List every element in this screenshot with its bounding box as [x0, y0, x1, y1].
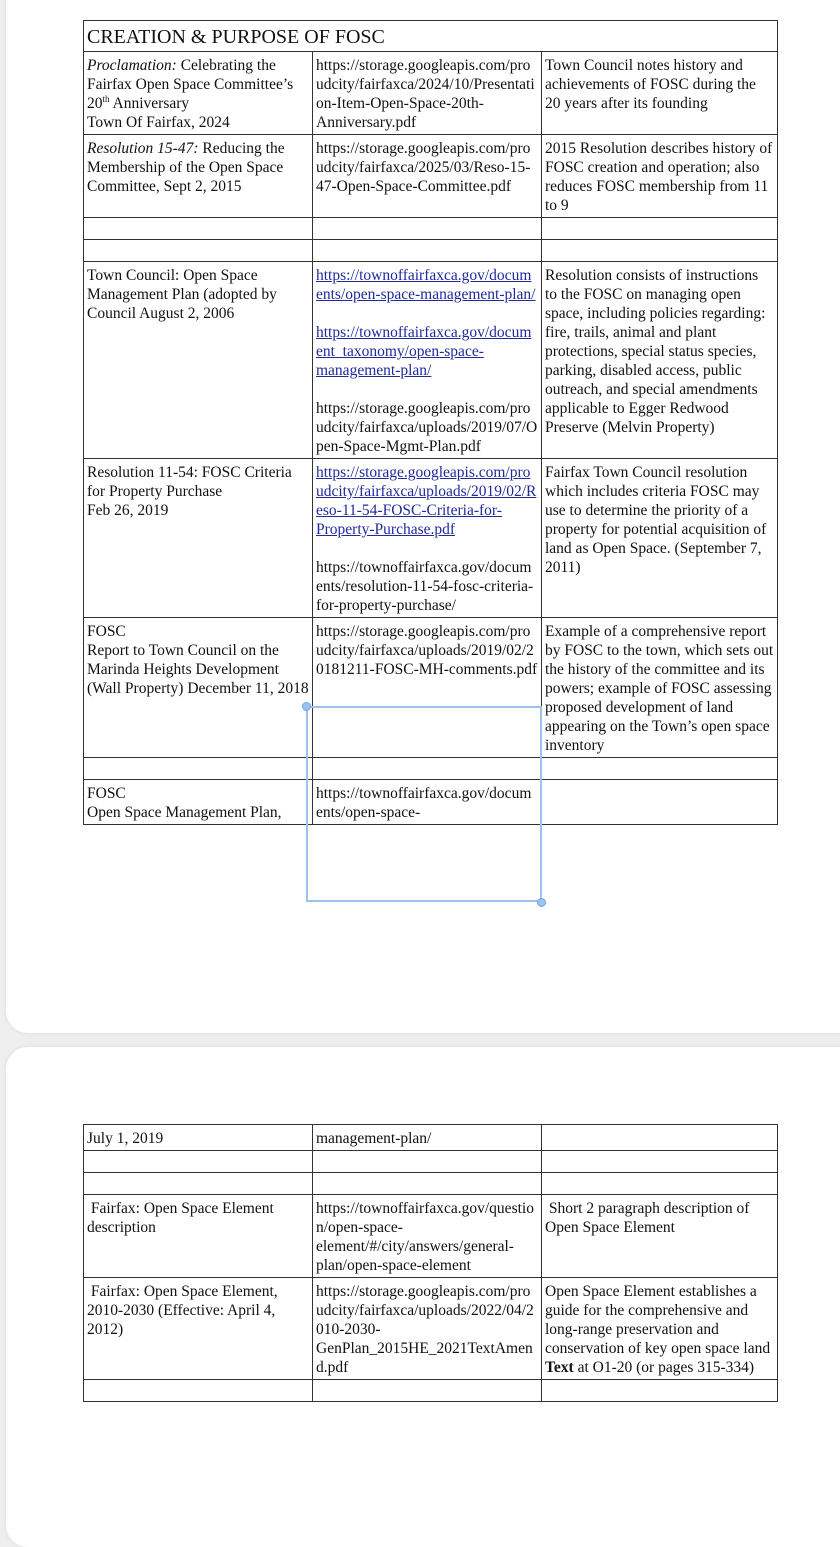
empty-cell[interactable] — [313, 240, 542, 262]
empty-row — [84, 1173, 778, 1195]
empty-cell[interactable] — [542, 1173, 778, 1195]
document-title-cell[interactable]: Fairfax: Open Space Element description — [84, 1195, 313, 1278]
document-description-cell[interactable]: Town Council notes history and achievements of FOSC during the 20 years after its founding — [542, 52, 778, 135]
table-heading-row — [84, 21, 778, 52]
document-description-cell[interactable]: 2015 Resolution describes history of FOSC creation and operation; also reduces FOSC membership from 11 to 9 — [542, 135, 778, 218]
table-row — [84, 780, 778, 825]
document-type: Proclamation: — [87, 57, 177, 74]
empty-cell[interactable] — [542, 218, 778, 240]
table-row — [84, 459, 778, 618]
section-heading: CREATION & PURPOSE OF FOSC — [84, 21, 778, 52]
table-row — [84, 1278, 778, 1380]
document-description-cell[interactable]: Short 2 paragraph description of Open Space Element — [542, 1195, 778, 1278]
empty-cell[interactable] — [542, 1151, 778, 1173]
empty-row — [84, 1151, 778, 1173]
document-url-cell[interactable]: https://townoffairfaxca.gov/question/open-space-element/#/city/answers/general-plan/open-space-element — [313, 1195, 542, 1278]
document-type: Resolution 15-47: — [87, 140, 199, 157]
bold-label: Text — [545, 1359, 574, 1376]
document-title-cell[interactable]: Resolution 11-54: FOSC Criteria for Property Purchase Feb 26, 2019 — [84, 459, 313, 618]
document-url-cell[interactable]: https://storage.googleapis.com/proudcity/fairfaxca/uploads/2019/02/20181211-FOSC-MH-comments.pdf — [313, 618, 542, 758]
table-row — [84, 618, 778, 758]
resources-table — [83, 20, 778, 825]
empty-row — [84, 218, 778, 240]
selection-handle-bottom-right[interactable] — [537, 898, 546, 907]
empty-cell[interactable] — [84, 218, 313, 240]
selection-handle-top-left[interactable] — [302, 702, 311, 711]
document-description-cell[interactable]: Open Space Element establishes a guide for the comprehensive and long-range preservation and conservation of key open space land Text at O1-20 (or pages 315-334) — [542, 1278, 778, 1380]
empty-cell[interactable] — [313, 1380, 542, 1402]
empty-cell[interactable] — [313, 218, 542, 240]
document-url-cell[interactable]: https://storage.googleapis.com/proudcity/fairfaxca/2024/10/Presentation-Item-Open-Space-20th-Anniversary.pdf — [313, 52, 542, 135]
empty-cell[interactable] — [542, 240, 778, 262]
table-row — [84, 1195, 778, 1278]
empty-cell[interactable] — [84, 240, 313, 262]
document-url-cell[interactable] — [313, 459, 542, 618]
empty-cell[interactable] — [313, 1173, 542, 1195]
document-title-cell[interactable]: Resolution 15-47: Reducing the Membership of the Open Space Committee, Sept 2, 2015 — [84, 135, 313, 218]
document-url-cell[interactable] — [313, 262, 542, 459]
hyperlink[interactable]: https://townoffairfaxca.gov/documents/open-space-management-plan/ — [316, 267, 536, 303]
table-row — [84, 135, 778, 218]
empty-cell[interactable] — [84, 758, 313, 780]
empty-cell[interactable] — [84, 1380, 313, 1402]
document-description-cell[interactable] — [542, 780, 778, 825]
document-description-cell[interactable]: Example of a comprehensive report by FOSC to the town, which sets out the history of the committee and its powers; example of FOSC assessing proposed development of land appearing on the Town’s open space inventory — [542, 618, 778, 758]
document-url-cell[interactable]: https://storage.googleapis.com/proudcity/fairfaxca/uploads/2022/04/2010-2030-GenPlan_2015HE_2021TextAmend.pdf — [313, 1278, 542, 1380]
empty-cell[interactable] — [313, 758, 542, 780]
document-title-cell[interactable]: FOSC Open Space Management Plan, — [84, 780, 313, 825]
document-title-cell[interactable]: Fairfax: Open Space Element, 2010-2030 (Effective: April 4, 2012) — [84, 1278, 313, 1380]
document-title-cell[interactable]: Proclamation: Celebrating the Fairfax Open Space Committee’s 20th Anniversary Town Of Fairfax, 2024 — [84, 52, 313, 135]
hyperlink[interactable]: https://storage.googleapis.com/proudcity/fairfaxca/uploads/2019/02/Reso-11-54-FOSC-Criteria-for-Property-Purchase.pdf — [316, 464, 537, 538]
document-description-cell[interactable] — [542, 1125, 778, 1151]
url-text: https://storage.googleapis.com/proudcity/fairfaxca/uploads/2019/07/Open-Space-Mgmt-Plan.pdf — [316, 400, 538, 455]
resources-table-continued — [83, 1124, 778, 1402]
document-title-cell[interactable]: Town Council: Open Space Management Plan (adopted by Council August 2, 2006 — [84, 262, 313, 459]
document-page-2 — [6, 1047, 840, 1547]
document-description-cell[interactable]: Fairfax Town Council resolution which includes criteria FOSC may use to determine the priority of a property for potential acquisition of land as Open Space. (September 7, 2011) — [542, 459, 778, 618]
hyperlink[interactable]: https://townoffairfaxca.gov/document_taxonomy/open-space-management-plan/ — [316, 324, 532, 379]
table-row — [84, 52, 778, 135]
document-url-cell[interactable]: https://storage.googleapis.com/proudcity/fairfaxca/2025/03/Reso-15-47-Open-Space-Committee.pdf — [313, 135, 542, 218]
empty-cell[interactable] — [542, 1380, 778, 1402]
document-url-cell[interactable]: https://townoffairfaxca.gov/documents/open-space- — [313, 780, 542, 825]
empty-row — [84, 1380, 778, 1402]
empty-row — [84, 240, 778, 262]
empty-cell[interactable] — [313, 1151, 542, 1173]
empty-cell[interactable] — [84, 1151, 313, 1173]
document-title-cell[interactable]: FOSC Report to Town Council on the Marinda Heights Development (Wall Property) December 11, 2018 — [84, 618, 313, 758]
empty-row — [84, 758, 778, 780]
document-description-cell[interactable]: Resolution consists of instructions to the FOSC on managing open space, including policies regarding: fire, trails, animal and plant protections, special status species, parking, disabled access, public outreach, and special amendments applicable to Egger Redwood Preserve (Melvin Property) — [542, 262, 778, 459]
table-row — [84, 1125, 778, 1151]
table-row — [84, 262, 778, 459]
document-url-cell[interactable]: management-plan/ — [313, 1125, 542, 1151]
url-text: https://townoffairfaxca.gov/documents/resolution-11-54-fosc-criteria-for-property-purchase/ — [316, 559, 534, 614]
document-page-1 — [6, 0, 840, 1033]
empty-cell[interactable] — [84, 1173, 313, 1195]
empty-cell[interactable] — [542, 758, 778, 780]
document-title-cell[interactable]: July 1, 2019 — [84, 1125, 313, 1151]
